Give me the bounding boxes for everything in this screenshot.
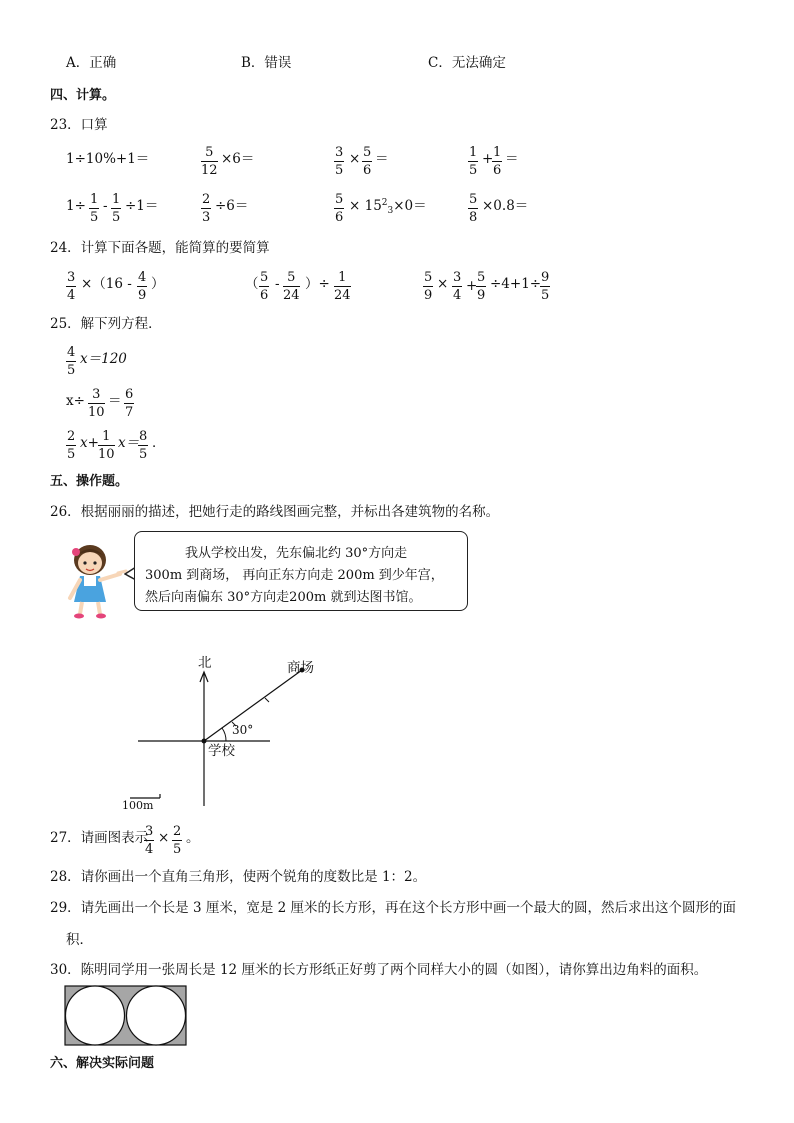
q23-r1-e1: 1÷10%+1＝ bbox=[66, 151, 150, 167]
question-24-title: 24．计算下面各题，能简算的要简算 bbox=[50, 240, 270, 256]
q24-e2-frac3: $\frac{1}{24}$ bbox=[334, 270, 351, 303]
q24-e1-mid: ×（16 - bbox=[81, 276, 132, 292]
q23-r2-e1-frac1: $\frac{1}{5}$ bbox=[90, 192, 99, 225]
question-26-title: 26．根据丽丽的描述，把她行走的路线图画完整，并标出各建筑物的名称。 bbox=[50, 504, 500, 520]
bubble-line-3: 然后向南偏东 30°方向走200m 就到达图书馆。 bbox=[145, 590, 422, 605]
section-5-heading: 五、操作题。 bbox=[50, 474, 129, 489]
question-28: 28．请你画出一个直角三角形，使两个锐角的度数比是 1：2。 bbox=[50, 869, 427, 885]
q23-r1-e2-frac: $\frac{5}{12}$ bbox=[201, 145, 218, 178]
q25-e3-frac3: $\frac{8}{5}$ bbox=[139, 429, 148, 462]
rectangle-two-circles-figure bbox=[64, 985, 188, 1047]
bubble-line-1: 我从学校出发，先东偏北约 30°方向走 bbox=[185, 546, 408, 561]
q27-tail: 。 bbox=[186, 830, 200, 846]
q24-e2-frac1: $\frac{5}{6}$ bbox=[260, 270, 269, 303]
q23-r1-e3-op: × bbox=[349, 151, 361, 167]
q24-e2-pre: （ bbox=[245, 276, 259, 292]
angle-arc bbox=[222, 728, 226, 741]
q23-r2-e3-frac: $\frac{5}{6}$ bbox=[335, 192, 344, 225]
q24-e3-mid: ÷4+1÷ bbox=[490, 276, 542, 292]
speech-bubble bbox=[134, 531, 468, 611]
q23-r2-e1-frac2: $\frac{1}{5}$ bbox=[112, 192, 121, 225]
q27-frac2: $\frac{2}{5}$ bbox=[173, 824, 182, 857]
option-b: B．错误 bbox=[241, 55, 292, 71]
q25-e2-frac1: $\frac{3}{10}$ bbox=[88, 387, 105, 420]
q23-r2-e4-tail: ×0.8＝ bbox=[482, 198, 529, 214]
q24-e2-frac2: $\frac{5}{24}$ bbox=[283, 270, 300, 303]
q27-pre: 27．请画图表示 bbox=[50, 830, 149, 846]
question-29-line-2: 积． bbox=[66, 932, 93, 948]
label-mall: 商场 bbox=[287, 660, 314, 676]
q25-e2-op: ＝ bbox=[108, 393, 122, 409]
school-point bbox=[202, 739, 207, 744]
q24-e3-frac1: $\frac{5}{9}$ bbox=[424, 270, 433, 303]
q24-e3-frac2: $\frac{3}{4}$ bbox=[453, 270, 462, 303]
option-c: C．无法确定 bbox=[428, 55, 506, 71]
q23-r1-e4-frac2: $\frac{1}{6}$ bbox=[493, 145, 502, 178]
circle-right bbox=[127, 986, 186, 1045]
q23-r1-e2-tail: ×6＝ bbox=[221, 151, 255, 167]
q24-e2-mid: ）÷ bbox=[305, 276, 330, 292]
q24-e2-op: - bbox=[275, 276, 280, 292]
label-north: 北 bbox=[198, 655, 212, 671]
q24-e1-frac1: $\frac{3}{4}$ bbox=[67, 270, 76, 303]
option-a: A．正确 bbox=[66, 55, 117, 71]
q25-e3-frac2: $\frac{1}{10}$ bbox=[98, 429, 115, 462]
q25-e3-tail: ． bbox=[152, 435, 166, 451]
q25-e2-pre: x÷ bbox=[66, 393, 85, 409]
q24-e3-op2: + bbox=[466, 278, 478, 294]
q25-e1-tail: x＝120 bbox=[80, 351, 127, 367]
q23-r2-e1-pre: 1÷ bbox=[66, 198, 86, 214]
q23-r1-e3-frac1: $\frac{3}{5}$ bbox=[335, 145, 344, 178]
circle-left bbox=[66, 986, 125, 1045]
q23-r2-e1-tail: ÷1＝ bbox=[125, 198, 159, 214]
label-angle: 30° bbox=[232, 723, 254, 737]
q23-r2-e2-tail: ÷6＝ bbox=[215, 198, 249, 214]
label-scale: 100m bbox=[122, 799, 154, 812]
q24-e1-tail: ） bbox=[151, 276, 165, 292]
q25-e3-op: x+ bbox=[80, 435, 99, 451]
q23-r1-e3-tail: ＝ bbox=[375, 151, 389, 167]
bubble-line-2: 300m 到商场， 再向正东方向走 200m 到少年宫， bbox=[145, 568, 444, 583]
q23-r2-e2-frac: $\frac{2}{3}$ bbox=[202, 192, 211, 225]
question-29-line-1: 29．请先画出一个长是 3 厘米，宽是 2 厘米的长方形，再在这个长方形中画一个最大的圆，然后求出这个圆形的面 bbox=[50, 900, 737, 916]
section-4-heading: 四、计算。 bbox=[50, 88, 116, 103]
q25-e3-frac1: $\frac{2}{5}$ bbox=[67, 429, 76, 462]
q25-e1-frac: $\frac{4}{5}$ bbox=[67, 345, 76, 378]
label-school: 学校 bbox=[208, 743, 235, 759]
q27-frac1: $\frac{3}{4}$ bbox=[145, 824, 154, 857]
q23-r2-e1-op: - bbox=[103, 198, 108, 214]
q24-e3-op1: × bbox=[437, 276, 449, 292]
q23-r1-e4-frac1: $\frac{1}{5}$ bbox=[469, 145, 478, 178]
question-25-title: 25．解下列方程． bbox=[50, 316, 162, 332]
q24-e1-frac2: $\frac{4}{9}$ bbox=[138, 270, 147, 303]
q23-r2-e3-expr: × $15^2_3\times 0=$ bbox=[349, 198, 427, 216]
section-6-heading: 六、解决实际问题 bbox=[50, 1056, 155, 1071]
q23-r1-e4-op: + bbox=[482, 151, 494, 167]
question-30: 30．陈明同学用一张周长是 12 厘米的长方形纸正好剪了两个同样大小的圆（如图），请你算出边角料的面积。 bbox=[50, 962, 708, 978]
q25-e3-mid: x＝ bbox=[118, 435, 140, 451]
q25-e2-frac2: $\frac{6}{7}$ bbox=[125, 387, 134, 420]
q27-op: × bbox=[158, 830, 170, 846]
q23-r1-e4-tail: ＝ bbox=[505, 151, 519, 167]
question-23-title: 23．口算 bbox=[50, 117, 108, 133]
q23-r2-e4-frac: $\frac{5}{8}$ bbox=[469, 192, 478, 225]
q23-r1-e3-frac2: $\frac{5}{6}$ bbox=[363, 145, 372, 178]
q24-e3-frac4: $\frac{9}{5}$ bbox=[541, 270, 550, 303]
q24-e3-frac3: $\frac{5}{9}$ bbox=[477, 270, 486, 303]
